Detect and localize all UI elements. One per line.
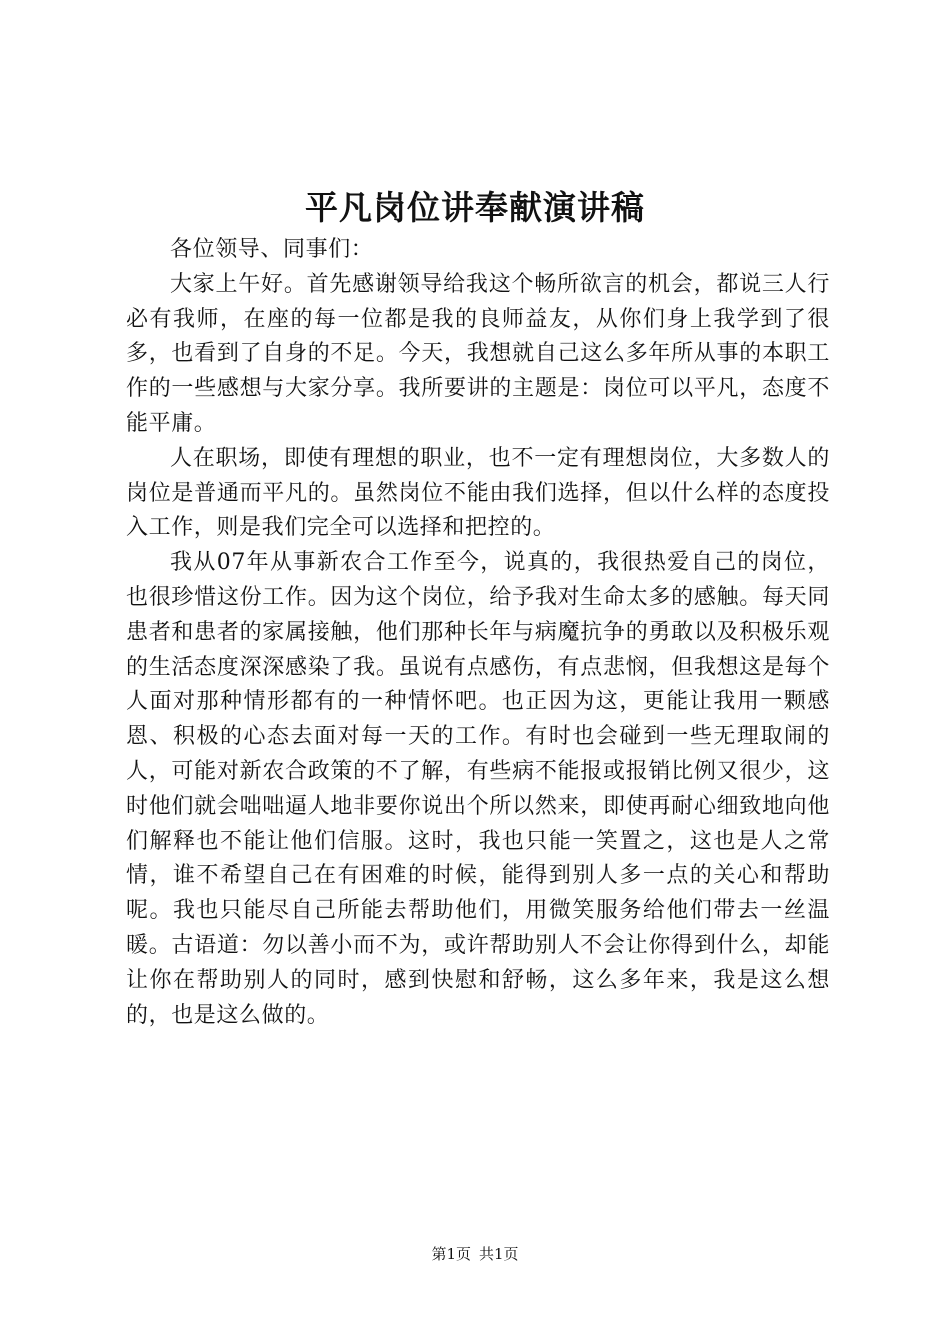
body-paragraph: 大家上午好。首先感谢领导给我这个畅所欲言的机会，都说三人行必有我师，在座的每一位都是我的良师益友，从你们身上我学到了很多，也看到了自身的不足。今天，我想就自己这么多年所从事的本职工作的一些感想与大家分享。我所要讲的主题是：岗位可以平凡，态度不能平庸。	[126, 271, 830, 436]
document-body	[126, 233, 830, 1033]
document-title: 平凡岗位讲奉献演讲稿	[305, 188, 645, 227]
page-total: 共1页	[479, 1245, 519, 1263]
page-footer	[0, 1243, 950, 1265]
body-paragraph: 我从07年从事新农合工作至今，说真的，我很热爱自己的岗位，也很珍惜这份工作。因为这个岗位，给予我对生命太多的感触。每天同患者和患者的家属接触，他们那种长年与病魔抗争的勇敢以及积极乐观的生活态度深深感染了我。虽说有点感伤，有点悲悯，但我想这是每个人面对那种情形都有的一种情怀吧。也正因为这，更能让我用一颗感恩、积极的心态去面对每一天的工作。有时也会碰到一些无理取闹的人，可能对新农合政策的不了解，有些病不能报或报销比例又很少，这时他们就会咄咄逼人地非要你说出个所以然来，即使再耐心细致地向他们解释也不能让他们信服。这时，我也只能一笑置之，这也是人之常情，谁不希望自己在有困难的时候，能得到别人多一点的关心和帮助呢。我也只能尽自己所能去帮助他们，用微笑服务给他们带去一丝温暖。古语道：勿以善小而不为，或许帮助别人不会让你得到什么，却能让你在帮助别人的同时，感到快慰和舒畅，这么多年来，我是这么想的，也是这么做的。	[126, 550, 830, 1028]
body-paragraph: 人在职场，即使有理想的职业，也不一定有理想岗位，大多数人的岗位是普通而平凡的。虽然岗位不能由我们选择，但以什么样的态度投入工作，则是我们完全可以选择和把控的。	[126, 445, 830, 541]
page-number: 第1页	[431, 1245, 471, 1263]
salutation-paragraph: 各位领导、同事们：	[170, 237, 374, 262]
